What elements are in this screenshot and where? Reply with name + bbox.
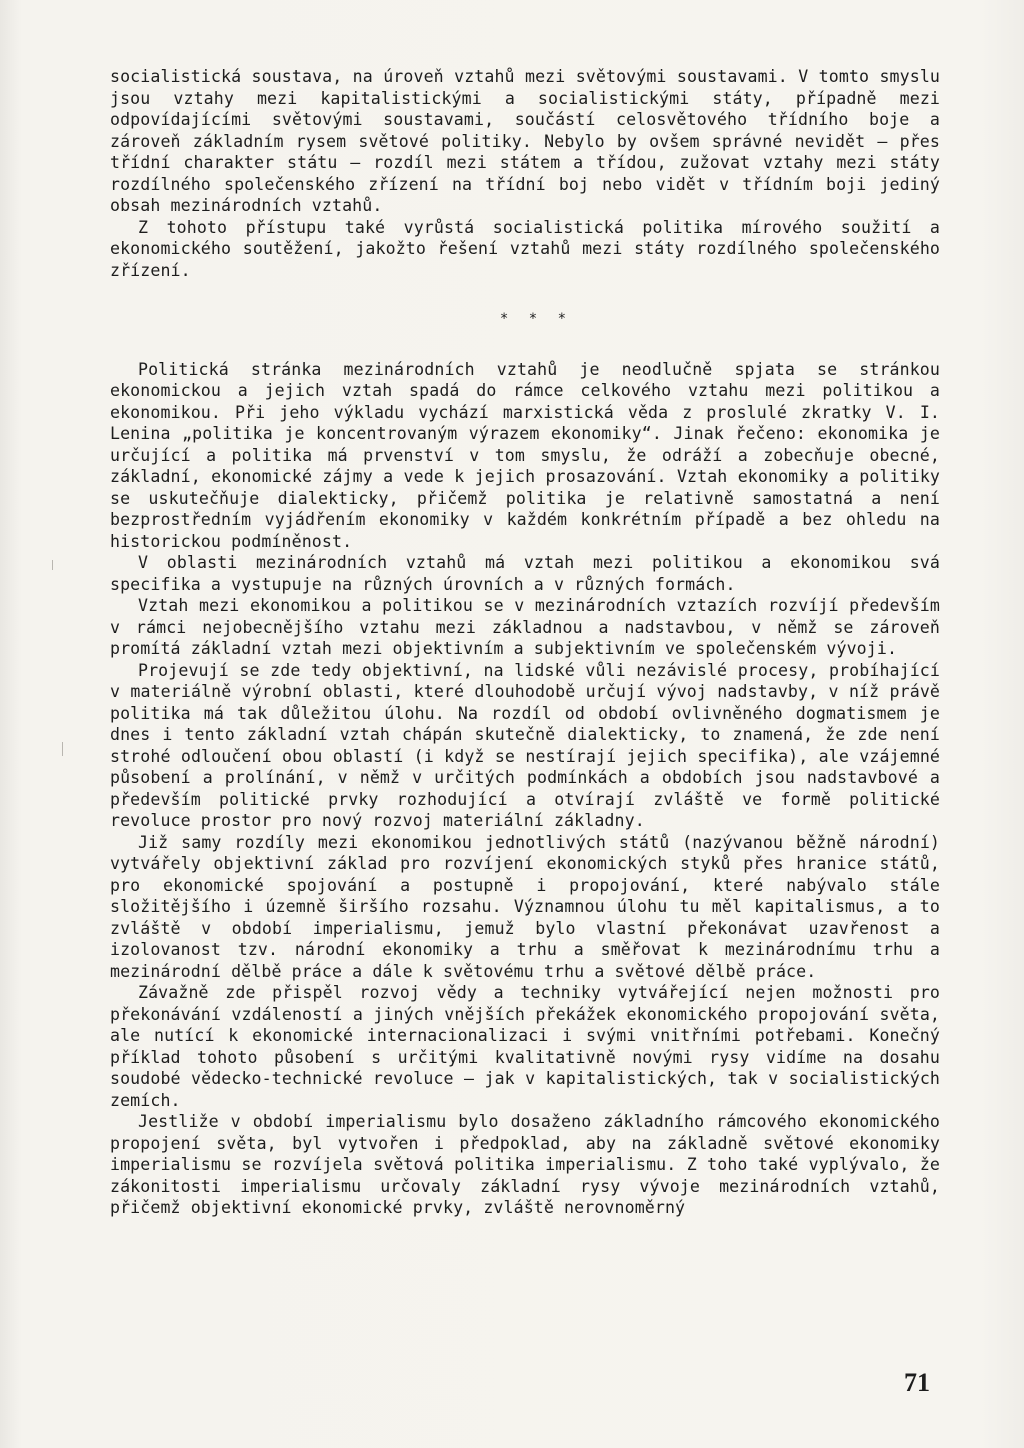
paragraph: socialistická soustava, na úroveň vztahů mezi světovými soustavami. V tomto smyslu jsou vztahy mezi kapitalistickými a socialistickými státy, případně mezi odpovídajícími světovými soustavami, součástí celosvětového třídního boje a zároveň základním rysem světové politiky. Nebylo by ovšem správné nevidět — přes třídní charakter státu — rozdíl mezi státem a třídou, zužovat vztahy mezi státy rozdílného společenského zřízení na třídní boj nebo vidět v třídním boji jediný obsah mezinárodních vztahů. xyxy=(110,67,940,215)
page-number: 71 xyxy=(904,1368,930,1397)
paragraph: Vztah mezi ekonomikou a politikou se v mezinárodních vztazích rozvíjí především v rámci nejobecnějšího vztahu mezi základnou a nadstavbou, v němž se zároveň promítá základní vztah mezi objektivním a subjektivním ve společenském vývoji. xyxy=(110,596,940,658)
section-separator: * * * xyxy=(499,311,573,327)
scan-speck xyxy=(52,560,53,570)
body-text xyxy=(110,66,940,1219)
paragraph: Politická stránka mezinárodních vztahů je neodlučně spjata se stránkou ekonomickou a jejich vztah spadá do rámce celkového vztahu mezi politikou a ekonomikou. Při jeho výkladu vychází marxistická věda z proslulé zkratky V. I. Lenina „politika je koncentrovaným výrazem ekonomiky“. Jinak řečeno: ekonomika je určující a politika má prvenství v tom smyslu, že odráží a zobecňuje obecné, základní, ekonomické zájmy a vede k jejich prosazování. Vztah ekonomiky a politiky se uskutečňuje dialekticky, přičemž politika je relativně samostatná a není bezprostředním vyjádřením ekonomiky v každém konkrétním případě a bez ohledu na historickou podmíněnost. xyxy=(110,359,940,551)
paragraph: Jestliže v období imperialismu bylo dosaženo základního rámcového ekonomického propojení světa, byl vytvořen i předpoklad, aby na základně světové ekonomiky imperialismu se rozvíjela světová politika imperialismu. Z toho také vyplývalo, že zákonitosti imperialismu určovaly základní rysy vývoje mezinárodních vztahů, přičemž objektivní ekonomické prvky, zvláště nerovnoměrný xyxy=(110,1112,940,1217)
paragraph: V oblasti mezinárodních vztahů má vztah mezi politikou a ekonomikou svá specifika a vystupuje na různých úrovních a v různých formách. xyxy=(110,553,940,594)
paragraph: Z tohoto přístupu také vyrůstá socialistická politika mírového soužití a ekonomického soutěžení, jakožto řešení vztahů mezi státy rozdílného společenského zřízení. xyxy=(110,217,940,280)
paragraph: Již samy rozdíly mezi ekonomikou jednotlivých států (nazývanou běžně národní) vytvářely objektivní základ pro rozvíjení ekonomických styků přes hranice států, pro ekonomické spojování a postupně i propojování, které nabývalo stále složitějšího i územně širšího rozsahu. Významnou úlohu tu měl kapitalismus, a to zvláště v období imperialismu, jemuž bylo vlastní překonávat uzavřenost a izolovanost tzv. národní ekonomiky a trhu a směřovat k mezinárodnímu trhu a mezinárodní dělbě práce a dále k světovému trhu a světové dělbě práce. xyxy=(110,832,940,981)
paragraph: Projevují se zde tedy objektivní, na lidské vůli nezávislé procesy, probíhající v materiálně výrobní oblasti, které dlouhodobě určují vývoj nadstavby, v níž právě politika má tak důležitou úlohu. Na rozdíl od období ovlivněného dogmatismem je dnes i tento základní vztah chápán skutečně dialekticky, to znamená, že zde není strohé odloučení obou oblastí (i když se nestírají jejich specifika), ale vzájemné působení a prolínání, v němž v určitých podmínkách a obdobích jsou nadstavbové a především politické prvky rozhodující a otvírají zvláště ve formě politické revoluce prostor pro nový rozvoj materiální základny. xyxy=(110,660,940,830)
paragraph: Závažně zde přispěl rozvoj vědy a techniky vytvářející nejen možnosti pro překonávání vzdáleností a jiných vnějších překážek ekonomického propojování světa, ale nutící k ekonomické internacionalizaci i svými vnitřními potřebami. Konečný příklad tohoto působení s určitými kvalitativně novými rysy vidíme na dosahu soudobé vědecko-technické revoluce — jak v kapitalistických, tak v socialistických zemích. xyxy=(110,983,940,1110)
scan-speck xyxy=(62,742,63,756)
